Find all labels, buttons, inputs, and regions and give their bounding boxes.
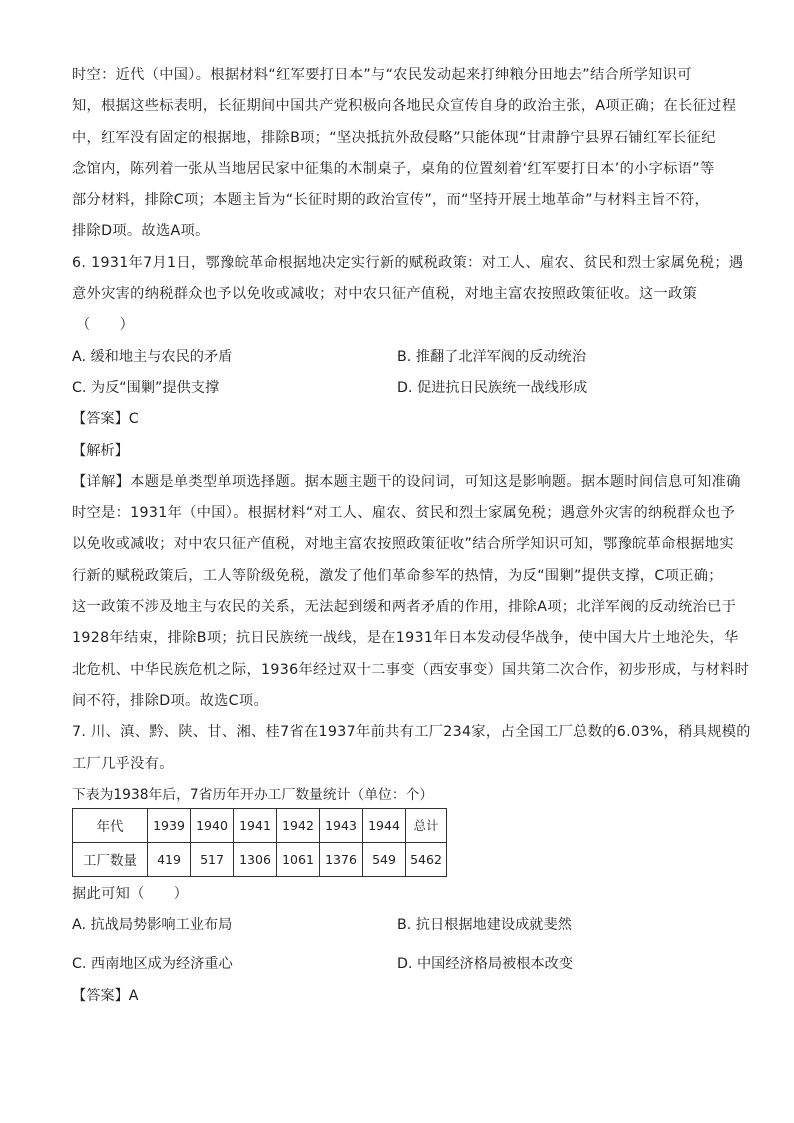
table-cell-year: 1944 — [363, 808, 406, 842]
table-cell-count: 1376 — [320, 842, 363, 876]
table-cell-count: 517 — [191, 842, 234, 876]
options-grid — [72, 342, 724, 405]
option-b: B. 推翻了北洋军阀的反动统治 — [397, 348, 587, 365]
question-stem-line: （ ） — [76, 317, 135, 334]
option-c: C. 为反“围剿”提供支撑 — [72, 379, 220, 396]
prev-analysis — [72, 60, 737, 248]
table-cell-count: 419 — [148, 842, 191, 876]
text-line: 念馆内，陈列着一张从当地居民家中征集的木制桌子，桌角的位置刻着‘红军要打日本’的小字标语”等 — [72, 160, 715, 177]
text-line: 排除D项。故选A项。 — [72, 223, 210, 240]
table-cell-year: 1939 — [148, 808, 191, 842]
table-cell-year: 1941 — [234, 808, 277, 842]
table-cell-count: 1306 — [234, 842, 277, 876]
option-a: A. 抗战局势影响工业布局 — [72, 917, 233, 934]
detail-line: 北危机、中华民族危机之际，1936年经过双十二事变（西安事变）国共第二次合作，初步形成，与材料时 — [72, 661, 750, 678]
text-line: 知，根据这些标表明，长征期间中国共产党积极向各地民众宣传自身的政治主张，A项正确；在长征过程 — [72, 98, 737, 115]
table-cell-total-label: 总计 — [406, 808, 447, 842]
detail-line: 以免收或减收；对中农只征产值税，对地主富农按照政策征收”结合所学知识可知，鄂豫皖革命根据地实 — [72, 536, 734, 553]
row-header-year: 年代 — [73, 808, 148, 842]
text-line: 部分材料，排除C项；本题主旨为“长征时期的政治宣传”，而“坚持开展土地革命”与材料主旨不符， — [72, 192, 710, 209]
detail-line: 行新的赋税政策后，工人等阶级免税，激发了他们革命参军的热情，为反“围剿”提供支撑，C项正确； — [72, 567, 723, 584]
detail-line: 【详解】本题是单类型单项选择题。据本题主题干的设问词，可知这是影响题。据本题时间信息可知准确 — [72, 473, 741, 490]
answer-tag: 【答案】A — [72, 987, 139, 1004]
option-a: A. 缓和地主与农民的矛盾 — [72, 348, 233, 365]
question-stem-line: 意外灾害的纳税群众也予以免收或减收；对中农只征产值税，对地主富农按照政策征收。这一政策 — [72, 286, 698, 303]
question-prompt: 据此可知（ ） — [72, 885, 189, 902]
question-6 — [72, 248, 750, 717]
options-grid — [72, 910, 724, 981]
text-line: 中，红军没有固定的根据地，排除B项；“坚决抵抗外敌侵略”只能体现“甘肃静宁县界石铺红军长征纪 — [72, 129, 716, 146]
question-stem-line: 工厂几乎没有。 — [72, 755, 174, 772]
text-line: 时空：近代（中国）。根据材料“红军要打日本”与“农民发动起来打绅粮分田地去”结合所学知识可 — [72, 67, 692, 83]
option-d: D. 中国经济格局被根本改变 — [397, 956, 574, 973]
table-cell-count: 549 — [363, 842, 406, 876]
table-row — [73, 842, 447, 876]
table-cell-count: 1061 — [277, 842, 320, 876]
detail-line: 这一政策不涉及地主与农民的关系，无法起到缓和两者矛盾的作用，排除A项；北洋军阀的反动统治已于 — [72, 599, 737, 616]
table-row — [73, 808, 447, 842]
table-cell-year: 1943 — [320, 808, 363, 842]
question-stem-line: 7. 川、滇、黔、陕、甘、湘、桂7省在1937年前共有工厂234家，占全国工厂总数的6.03%，稍具规模的 — [72, 724, 751, 741]
detail-line: 时空是：1931年（中国）。根据材料“对工人、雇农、贫民和烈士家属免税；遇意外灾害的纳税群众也予 — [72, 505, 736, 522]
table-cell-total: 5462 — [406, 842, 447, 876]
answer-tag: 【答案】C — [72, 411, 139, 428]
detail-line: 间不符，排除D项。故选C项。 — [72, 692, 268, 709]
factory-table — [72, 808, 447, 877]
option-b: B. 抗日根据地建设成就斐然 — [397, 917, 572, 934]
table-cell-year: 1942 — [277, 808, 320, 842]
row-header-count: 工厂数量 — [73, 842, 148, 876]
table-caption: 下表为1938年后，7省历年开办工厂数量统计（单位：个） — [72, 786, 434, 803]
document-page — [72, 60, 751, 1012]
question-stem-line: 6. 1931年7月1日，鄂豫皖革命根据地决定实行新的赋税政策：对工人、雇农、贫民和烈士家属免税；遇 — [72, 254, 744, 271]
option-d: D. 促进抗日民族统一战线形成 — [397, 379, 588, 396]
question-7 — [72, 717, 751, 1012]
option-c: C. 西南地区成为经济重心 — [72, 956, 233, 973]
detail-line: 1928年结束，排除B项；抗日民族统一战线，是在1931年日本发动侵华战争，使中国大片土地沦失，华 — [72, 630, 739, 647]
table-cell-year: 1940 — [191, 808, 234, 842]
analysis-tag: 【解析】 — [72, 442, 129, 459]
